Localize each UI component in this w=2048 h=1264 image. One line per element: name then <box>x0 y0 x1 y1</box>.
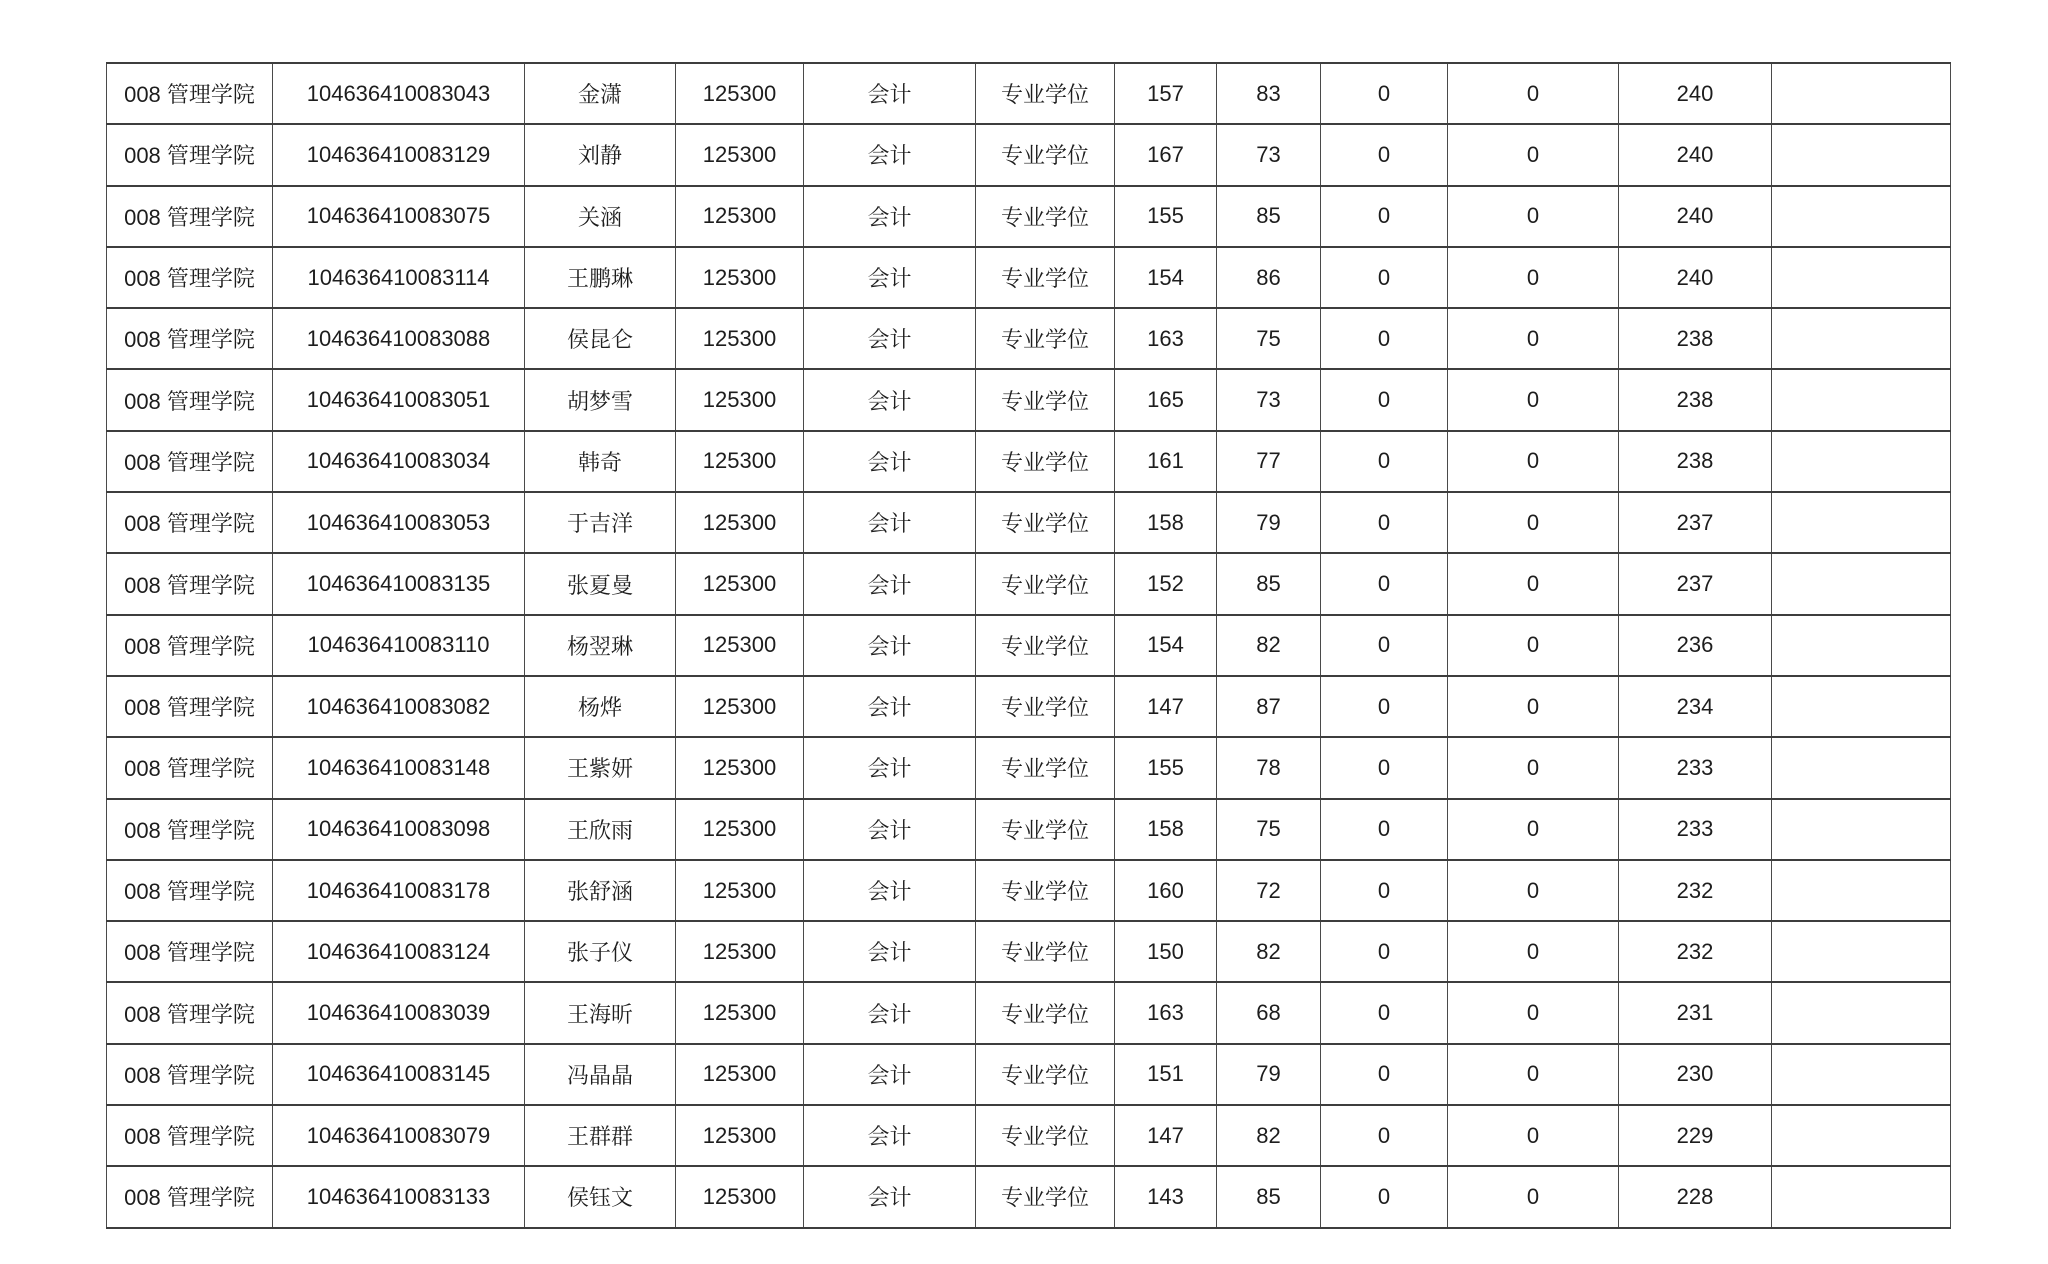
cell-student-name: 王海昕 <box>525 982 676 1043</box>
cell-remark <box>1772 492 1951 553</box>
table-row <box>107 124 1951 185</box>
cell-major-name: 会计 <box>804 553 976 614</box>
cell-candidate-id: 104636410083124 <box>273 921 525 982</box>
table-row <box>107 63 1951 124</box>
cell-student-name: 王群群 <box>525 1105 676 1166</box>
cell-remark <box>1772 1166 1951 1227</box>
cell-major-code: 125300 <box>676 737 804 798</box>
cell-score-4: 0 <box>1448 369 1619 430</box>
cell-score-1: 160 <box>1115 860 1217 921</box>
cell-student-name: 张夏曼 <box>525 553 676 614</box>
cell-major-name: 会计 <box>804 676 976 737</box>
cell-score-3: 0 <box>1321 124 1448 185</box>
cell-major-name: 会计 <box>804 431 976 492</box>
cell-college: 008 管理学院 <box>107 737 273 798</box>
cell-college: 008 管理学院 <box>107 492 273 553</box>
table-row <box>107 431 1951 492</box>
cell-college: 008 管理学院 <box>107 1105 273 1166</box>
cell-remark <box>1772 799 1951 860</box>
cell-total-score: 233 <box>1619 799 1772 860</box>
cell-college: 008 管理学院 <box>107 615 273 676</box>
cell-major-code: 125300 <box>676 492 804 553</box>
cell-total-score: 240 <box>1619 63 1772 124</box>
cell-major-code: 125300 <box>676 799 804 860</box>
table-row <box>107 1044 1951 1105</box>
cell-major-code: 125300 <box>676 676 804 737</box>
cell-candidate-id: 104636410083129 <box>273 124 525 185</box>
cell-degree-type: 专业学位 <box>976 737 1115 798</box>
cell-total-score: 238 <box>1619 308 1772 369</box>
cell-score-3: 0 <box>1321 1044 1448 1105</box>
cell-score-1: 163 <box>1115 982 1217 1043</box>
cell-remark <box>1772 186 1951 247</box>
cell-college: 008 管理学院 <box>107 982 273 1043</box>
cell-score-2: 85 <box>1217 186 1321 247</box>
cell-score-1: 158 <box>1115 799 1217 860</box>
cell-degree-type: 专业学位 <box>976 124 1115 185</box>
cell-major-name: 会计 <box>804 1166 976 1227</box>
cell-remark <box>1772 1044 1951 1105</box>
cell-score-4: 0 <box>1448 186 1619 247</box>
cell-score-4: 0 <box>1448 921 1619 982</box>
cell-score-4: 0 <box>1448 247 1619 308</box>
cell-score-1: 147 <box>1115 676 1217 737</box>
cell-major-name: 会计 <box>804 186 976 247</box>
cell-college: 008 管理学院 <box>107 308 273 369</box>
cell-major-name: 会计 <box>804 1105 976 1166</box>
cell-college: 008 管理学院 <box>107 124 273 185</box>
cell-score-1: 150 <box>1115 921 1217 982</box>
table-row <box>107 737 1951 798</box>
cell-student-name: 张舒涵 <box>525 860 676 921</box>
cell-candidate-id: 104636410083135 <box>273 553 525 614</box>
cell-major-code: 125300 <box>676 308 804 369</box>
cell-major-name: 会计 <box>804 369 976 430</box>
cell-major-name: 会计 <box>804 921 976 982</box>
table-row <box>107 492 1951 553</box>
cell-score-2: 78 <box>1217 737 1321 798</box>
cell-score-3: 0 <box>1321 982 1448 1043</box>
cell-degree-type: 专业学位 <box>976 1105 1115 1166</box>
cell-score-3: 0 <box>1321 308 1448 369</box>
cell-candidate-id: 104636410083133 <box>273 1166 525 1227</box>
cell-total-score: 230 <box>1619 1044 1772 1105</box>
cell-total-score: 238 <box>1619 431 1772 492</box>
cell-score-3: 0 <box>1321 247 1448 308</box>
cell-score-2: 72 <box>1217 860 1321 921</box>
cell-college: 008 管理学院 <box>107 247 273 308</box>
cell-score-3: 0 <box>1321 921 1448 982</box>
cell-score-1: 152 <box>1115 553 1217 614</box>
cell-score-3: 0 <box>1321 860 1448 921</box>
cell-student-name: 冯晶晶 <box>525 1044 676 1105</box>
cell-score-1: 143 <box>1115 1166 1217 1227</box>
cell-remark <box>1772 369 1951 430</box>
cell-college: 008 管理学院 <box>107 1044 273 1105</box>
cell-student-name: 张子仪 <box>525 921 676 982</box>
cell-score-3: 0 <box>1321 1166 1448 1227</box>
cell-candidate-id: 104636410083114 <box>273 247 525 308</box>
table-row <box>107 369 1951 430</box>
cell-major-code: 125300 <box>676 63 804 124</box>
cell-student-name: 杨烨 <box>525 676 676 737</box>
cell-degree-type: 专业学位 <box>976 615 1115 676</box>
cell-remark <box>1772 860 1951 921</box>
table-row <box>107 1105 1951 1166</box>
cell-remark <box>1772 676 1951 737</box>
cell-student-name: 王鹏琳 <box>525 247 676 308</box>
cell-degree-type: 专业学位 <box>976 492 1115 553</box>
cell-major-name: 会计 <box>804 492 976 553</box>
cell-total-score: 232 <box>1619 921 1772 982</box>
cell-college: 008 管理学院 <box>107 921 273 982</box>
table-row <box>107 921 1951 982</box>
cell-score-3: 0 <box>1321 369 1448 430</box>
cell-candidate-id: 104636410083148 <box>273 737 525 798</box>
cell-candidate-id: 104636410083145 <box>273 1044 525 1105</box>
cell-student-name: 侯钰文 <box>525 1166 676 1227</box>
cell-student-name: 胡梦雪 <box>525 369 676 430</box>
cell-remark <box>1772 737 1951 798</box>
cell-college: 008 管理学院 <box>107 676 273 737</box>
cell-score-2: 86 <box>1217 247 1321 308</box>
table-row <box>107 799 1951 860</box>
table-row <box>107 982 1951 1043</box>
cell-degree-type: 专业学位 <box>976 553 1115 614</box>
cell-score-2: 82 <box>1217 615 1321 676</box>
cell-score-2: 68 <box>1217 982 1321 1043</box>
cell-total-score: 240 <box>1619 186 1772 247</box>
cell-total-score: 234 <box>1619 676 1772 737</box>
cell-score-4: 0 <box>1448 1105 1619 1166</box>
cell-score-2: 83 <box>1217 63 1321 124</box>
cell-student-name: 韩奇 <box>525 431 676 492</box>
cell-score-4: 0 <box>1448 431 1619 492</box>
cell-college: 008 管理学院 <box>107 186 273 247</box>
cell-major-code: 125300 <box>676 860 804 921</box>
cell-candidate-id: 104636410083034 <box>273 431 525 492</box>
cell-total-score: 231 <box>1619 982 1772 1043</box>
cell-remark <box>1772 63 1951 124</box>
cell-major-name: 会计 <box>804 615 976 676</box>
cell-candidate-id: 104636410083110 <box>273 615 525 676</box>
cell-degree-type: 专业学位 <box>976 308 1115 369</box>
table-row <box>107 676 1951 737</box>
cell-score-1: 154 <box>1115 247 1217 308</box>
cell-candidate-id: 104636410083088 <box>273 308 525 369</box>
cell-total-score: 240 <box>1619 124 1772 185</box>
cell-score-3: 0 <box>1321 492 1448 553</box>
cell-score-4: 0 <box>1448 982 1619 1043</box>
cell-student-name: 于吉洋 <box>525 492 676 553</box>
cell-candidate-id: 104636410083053 <box>273 492 525 553</box>
cell-college: 008 管理学院 <box>107 860 273 921</box>
cell-major-code: 125300 <box>676 247 804 308</box>
cell-candidate-id: 104636410083098 <box>273 799 525 860</box>
table-row <box>107 615 1951 676</box>
cell-remark <box>1772 1105 1951 1166</box>
cell-score-1: 163 <box>1115 308 1217 369</box>
cell-major-name: 会计 <box>804 1044 976 1105</box>
table-row <box>107 1166 1951 1227</box>
cell-degree-type: 专业学位 <box>976 1166 1115 1227</box>
cell-score-4: 0 <box>1448 1166 1619 1227</box>
cell-candidate-id: 104636410083178 <box>273 860 525 921</box>
cell-major-name: 会计 <box>804 63 976 124</box>
cell-total-score: 232 <box>1619 860 1772 921</box>
cell-degree-type: 专业学位 <box>976 369 1115 430</box>
cell-score-4: 0 <box>1448 615 1619 676</box>
cell-student-name: 金潇 <box>525 63 676 124</box>
cell-major-code: 125300 <box>676 1105 804 1166</box>
cell-score-2: 85 <box>1217 1166 1321 1227</box>
cell-major-code: 125300 <box>676 431 804 492</box>
cell-remark <box>1772 124 1951 185</box>
score-table-body <box>107 63 1951 1228</box>
cell-score-2: 73 <box>1217 124 1321 185</box>
cell-student-name: 侯昆仑 <box>525 308 676 369</box>
table-row <box>107 186 1951 247</box>
cell-score-1: 167 <box>1115 124 1217 185</box>
cell-major-code: 125300 <box>676 615 804 676</box>
cell-major-name: 会计 <box>804 799 976 860</box>
cell-college: 008 管理学院 <box>107 369 273 430</box>
cell-score-3: 0 <box>1321 676 1448 737</box>
cell-candidate-id: 104636410083043 <box>273 63 525 124</box>
cell-college: 008 管理学院 <box>107 553 273 614</box>
cell-score-2: 75 <box>1217 799 1321 860</box>
cell-score-1: 151 <box>1115 1044 1217 1105</box>
cell-total-score: 236 <box>1619 615 1772 676</box>
cell-candidate-id: 104636410083075 <box>273 186 525 247</box>
cell-student-name: 杨翌琳 <box>525 615 676 676</box>
cell-college: 008 管理学院 <box>107 63 273 124</box>
cell-candidate-id: 104636410083082 <box>273 676 525 737</box>
cell-score-1: 165 <box>1115 369 1217 430</box>
cell-score-2: 87 <box>1217 676 1321 737</box>
cell-total-score: 240 <box>1619 247 1772 308</box>
cell-candidate-id: 104636410083051 <box>273 369 525 430</box>
cell-score-1: 155 <box>1115 737 1217 798</box>
cell-degree-type: 专业学位 <box>976 63 1115 124</box>
cell-score-2: 79 <box>1217 1044 1321 1105</box>
cell-major-code: 125300 <box>676 186 804 247</box>
cell-remark <box>1772 247 1951 308</box>
cell-major-code: 125300 <box>676 1166 804 1227</box>
cell-score-4: 0 <box>1448 492 1619 553</box>
cell-total-score: 237 <box>1619 553 1772 614</box>
cell-remark <box>1772 615 1951 676</box>
cell-score-2: 75 <box>1217 308 1321 369</box>
cell-score-3: 0 <box>1321 615 1448 676</box>
cell-degree-type: 专业学位 <box>976 186 1115 247</box>
cell-score-3: 0 <box>1321 431 1448 492</box>
cell-major-code: 125300 <box>676 124 804 185</box>
cell-degree-type: 专业学位 <box>976 799 1115 860</box>
cell-score-3: 0 <box>1321 1105 1448 1166</box>
cell-total-score: 237 <box>1619 492 1772 553</box>
cell-degree-type: 专业学位 <box>976 982 1115 1043</box>
cell-score-3: 0 <box>1321 186 1448 247</box>
cell-score-1: 154 <box>1115 615 1217 676</box>
cell-score-4: 0 <box>1448 737 1619 798</box>
cell-college: 008 管理学院 <box>107 799 273 860</box>
cell-student-name: 刘静 <box>525 124 676 185</box>
cell-remark <box>1772 921 1951 982</box>
cell-score-4: 0 <box>1448 676 1619 737</box>
admission-score-table <box>106 62 1951 1229</box>
cell-degree-type: 专业学位 <box>976 676 1115 737</box>
cell-score-4: 0 <box>1448 799 1619 860</box>
cell-score-4: 0 <box>1448 553 1619 614</box>
cell-score-2: 82 <box>1217 1105 1321 1166</box>
cell-score-4: 0 <box>1448 308 1619 369</box>
cell-major-code: 125300 <box>676 553 804 614</box>
cell-score-4: 0 <box>1448 63 1619 124</box>
cell-degree-type: 专业学位 <box>976 860 1115 921</box>
cell-college: 008 管理学院 <box>107 431 273 492</box>
cell-score-2: 73 <box>1217 369 1321 430</box>
cell-score-4: 0 <box>1448 124 1619 185</box>
cell-score-3: 0 <box>1321 63 1448 124</box>
cell-major-code: 125300 <box>676 982 804 1043</box>
cell-score-1: 158 <box>1115 492 1217 553</box>
cell-major-code: 125300 <box>676 369 804 430</box>
cell-student-name: 关涵 <box>525 186 676 247</box>
cell-candidate-id: 104636410083039 <box>273 982 525 1043</box>
cell-degree-type: 专业学位 <box>976 247 1115 308</box>
table-row <box>107 553 1951 614</box>
cell-remark <box>1772 431 1951 492</box>
cell-major-name: 会计 <box>804 124 976 185</box>
cell-score-4: 0 <box>1448 860 1619 921</box>
cell-score-3: 0 <box>1321 799 1448 860</box>
cell-degree-type: 专业学位 <box>976 1044 1115 1105</box>
cell-remark <box>1772 982 1951 1043</box>
cell-major-name: 会计 <box>804 737 976 798</box>
cell-major-name: 会计 <box>804 860 976 921</box>
table-row <box>107 860 1951 921</box>
cell-major-name: 会计 <box>804 308 976 369</box>
cell-remark <box>1772 308 1951 369</box>
cell-major-code: 125300 <box>676 1044 804 1105</box>
cell-major-code: 125300 <box>676 921 804 982</box>
cell-degree-type: 专业学位 <box>976 921 1115 982</box>
cell-total-score: 233 <box>1619 737 1772 798</box>
cell-score-3: 0 <box>1321 737 1448 798</box>
cell-total-score: 238 <box>1619 369 1772 430</box>
cell-major-name: 会计 <box>804 982 976 1043</box>
cell-score-1: 147 <box>1115 1105 1217 1166</box>
table-row <box>107 247 1951 308</box>
cell-score-2: 82 <box>1217 921 1321 982</box>
cell-student-name: 王紫妍 <box>525 737 676 798</box>
cell-total-score: 228 <box>1619 1166 1772 1227</box>
cell-major-name: 会计 <box>804 247 976 308</box>
cell-score-3: 0 <box>1321 553 1448 614</box>
cell-college: 008 管理学院 <box>107 1166 273 1227</box>
cell-score-2: 85 <box>1217 553 1321 614</box>
cell-candidate-id: 104636410083079 <box>273 1105 525 1166</box>
cell-total-score: 229 <box>1619 1105 1772 1166</box>
cell-student-name: 王欣雨 <box>525 799 676 860</box>
table-row <box>107 308 1951 369</box>
cell-remark <box>1772 553 1951 614</box>
cell-degree-type: 专业学位 <box>976 431 1115 492</box>
cell-score-1: 155 <box>1115 186 1217 247</box>
cell-score-2: 79 <box>1217 492 1321 553</box>
cell-score-1: 157 <box>1115 63 1217 124</box>
cell-score-1: 161 <box>1115 431 1217 492</box>
cell-score-2: 77 <box>1217 431 1321 492</box>
cell-score-4: 0 <box>1448 1044 1619 1105</box>
